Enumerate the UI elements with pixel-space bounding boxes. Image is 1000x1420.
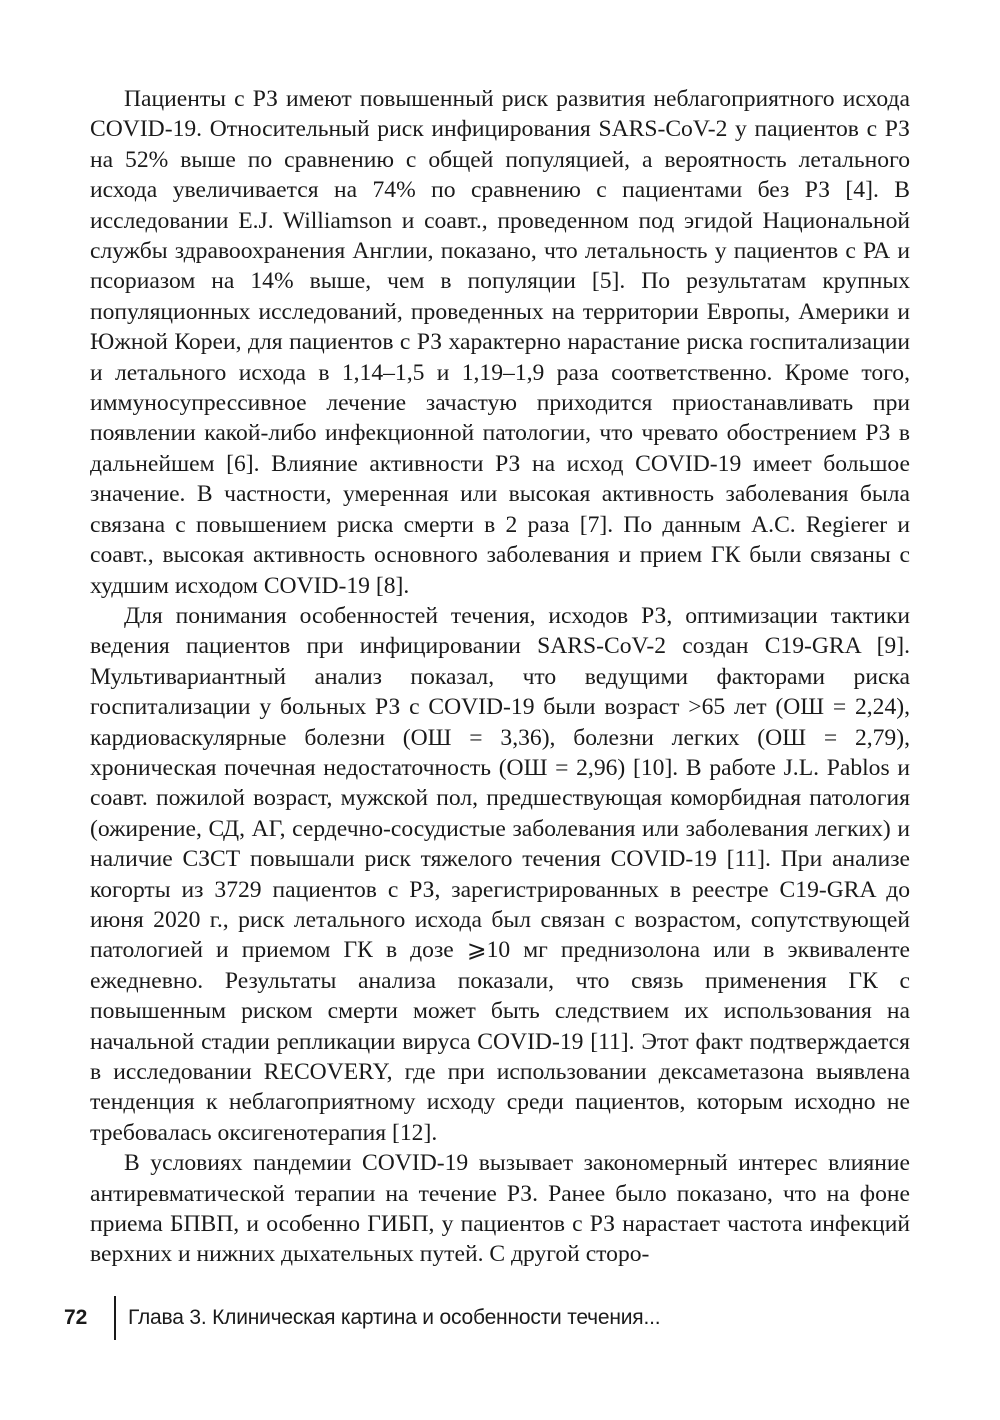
paragraph-2: Для понимания особенностей течения, исходов РЗ, оптимизации тактики ведения пациентов при инфицировании SARS-CoV-2 создан C19-GRA [9]. Мультивариантный анализ показал, что ведущими факторами риска госпитализации у больных РЗ с COVID-19 были возраст >65 лет (ОШ = 2,24), кардиоваскулярные болезни (ОШ = 3,36), болезни легких (ОШ = 2,79), хроническая почечная недостаточность (ОШ = 2,96) [10]. В работе J.L. Pablos и соавт. пожилой возраст, мужской пол, предшествующая коморбидная патология (ожирение, СД, АГ, сердечно-сосудистые заболевания или заболевания легких) и наличие СЗСТ повышали риск тяжелого течения COVID-19 [11]. При анализе когорты из 3729 пациентов с РЗ, зарегистрированных в реестре C19-GRA до июня 2020 г., риск летального исхода был связан с возрастом, сопутствующей патологией и приемом ГК в дозе ⩾10 мг преднизолона или в эквиваленте ежедневно. Результаты анализа показали, что связь применения ГК с повышенным риском смерти может быть следствием их использования на начальной стадии репликации вируса COVID-19 [11]. Этот факт подтверждается в исследовании RECOVERY, где при использовании дексаметазона выявлена тенденция к неблагоприятному исходу среди пациентов, которым исходно не требовалась оксигенотерапия [12].	[90, 602, 910, 1146]
page-body	[90, 84, 910, 1270]
paragraph-1: Пациенты с РЗ имеют повышенный риск развития неблагоприятного исхода COVID-19. Относительный риск инфицирования SARS-CoV-2 у пациентов с РЗ на 52% выше по сравнению с общей популяцией, а вероятность летального исхода увеличивается на 74% по сравнению с пациентами без РЗ [4]. В исследовании E.J. Williamson и соавт., проведенном под эгидой Национальной службы здравоохранения Англии, показано, что летальность у пациентов с РА и псориазом на 14% выше, чем в популяции [5]. По результатам крупных популяционных исследований, проведенных на территории Европы, Америки и Южной Кореи, для пациентов с РЗ характерно нарастание риска госпитализации и летального исхода в 1,14–1,5 и 1,19–1,9 раза соответственно. Кроме того, иммуносупрессивное лечение зачастую приходится приостанавливать при появлении какой-либо инфекционной патологии, что чревато обострением РЗ в дальнейшем [6]. Влияние активности РЗ на исход COVID-19 имеет большое значение. В частности, умеренная или высокая активность заболевания была связана с повышением риска смерти в 2 раза [7]. По данным A.C. Regierer и соавт., высокая активность основного заболевания и прием ГК были связаны с худшим исходом COVID-19 [8].	[90, 86, 910, 599]
page-footer	[64, 1296, 660, 1340]
page-number: 72	[64, 1306, 88, 1329]
running-title: Глава 3. Клиническая картина и особенности течения...	[128, 1306, 661, 1329]
footer-divider	[114, 1296, 116, 1340]
paragraph-3: В условиях пандемии COVID-19 вызывает закономерный интерес влияние антиревматической терапии на течение РЗ. Ранее было показано, что на фоне приема БПВП, и особенно ГИБП, у пациентов с РЗ нарастает частота инфекций верхних и нижних дыхательных путей. С другой сторо-	[90, 1150, 910, 1268]
